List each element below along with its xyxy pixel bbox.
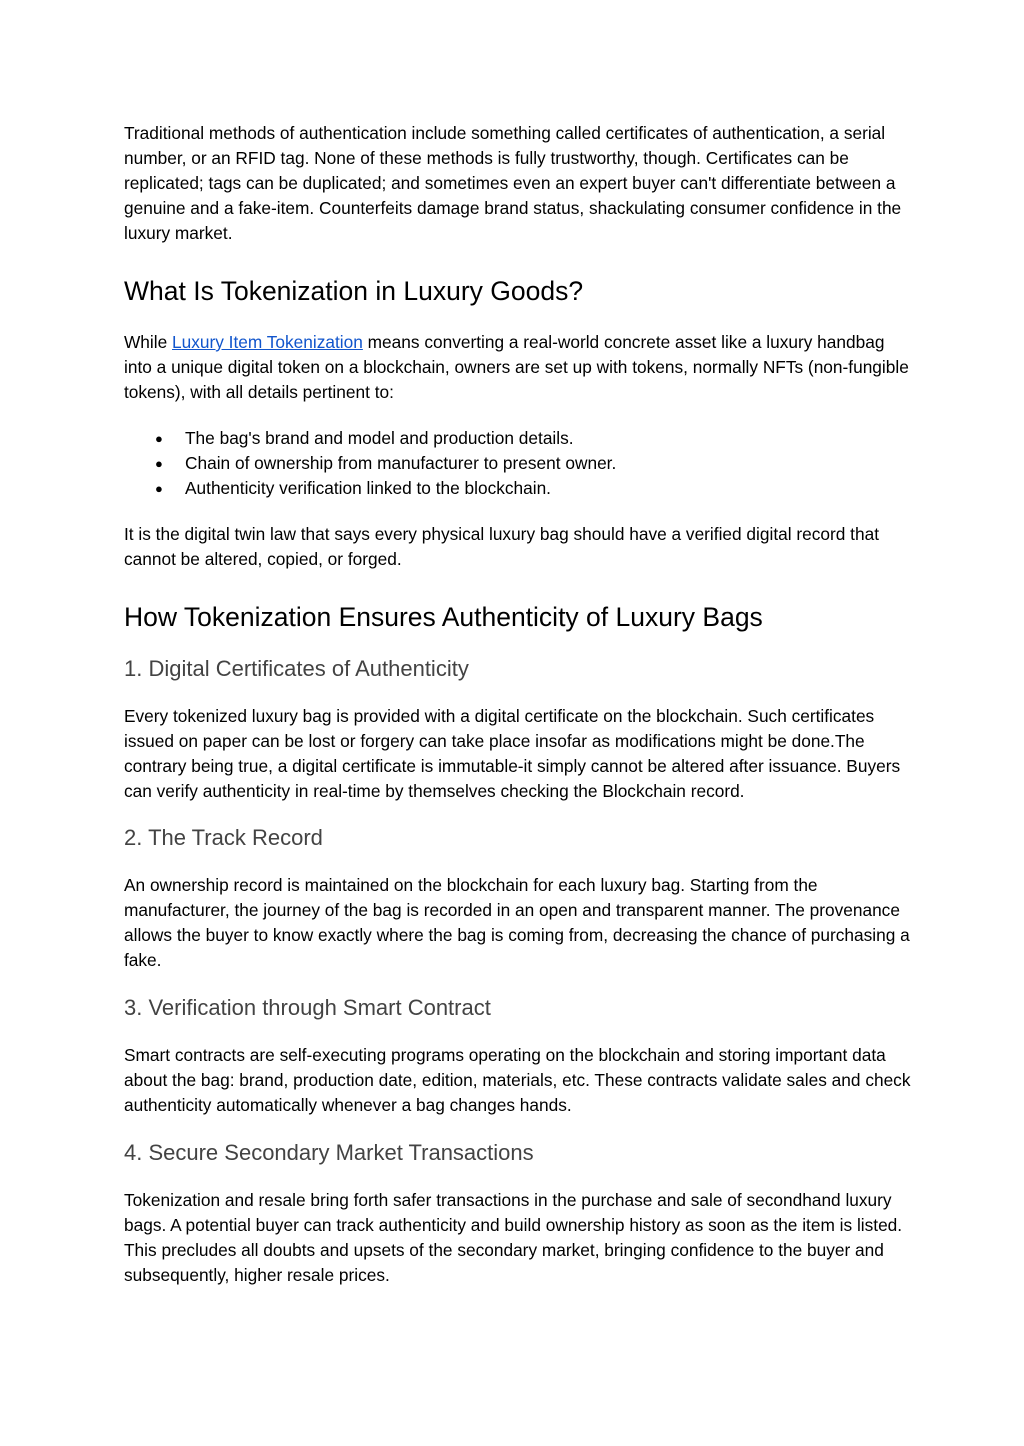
subheading-digital-certificates: 1. Digital Certificates of Authenticity bbox=[124, 656, 469, 681]
list-item-text: Authenticity verification linked to the blockchain. bbox=[185, 478, 551, 498]
secondary-market-paragraph: Tokenization and resale bring forth safer transactions in the purchase and sale of secondhand luxury bags. A potential buyer can track authenticity and build ownership history as soon as the item is listed. This precludes all doubts and upsets of the secondary market, bringing confidence to the buyer and subsequently, higher resale prices. bbox=[124, 1190, 903, 1285]
list-item-text: The bag's brand and model and production details. bbox=[185, 428, 574, 448]
list-item bbox=[124, 476, 914, 501]
smart-contract-paragraph: Smart contracts are self-executing programs operating on the blockchain and storing important data about the bag: brand, production date, edition, materials, etc. These contracts validate sales and check authenticity automatically whenever a bag changes hands. bbox=[124, 1045, 911, 1115]
bullet-icon: ● bbox=[155, 456, 163, 471]
subheading-smart-contract: 3. Verification through Smart Contract bbox=[124, 995, 491, 1020]
list-item-text: Chain of ownership from manufacturer to present owner. bbox=[185, 453, 617, 473]
definition-prefix: While bbox=[124, 332, 173, 352]
bullet-icon: ● bbox=[155, 431, 163, 446]
track-record-paragraph: An ownership record is maintained on the blockchain for each luxury bag. Starting from the manufacturer, the journey of the bag is recorded in an open and transparent manner. The provenance allows the buyer to know exactly where the bag is coming from, decreasing the chance of purchasing a fake. bbox=[124, 875, 910, 970]
subheading-track-record: 2. The Track Record bbox=[124, 825, 323, 850]
tokenization-definition-paragraph bbox=[124, 330, 914, 405]
luxury-item-tokenization-link[interactable]: Luxury Item Tokenization bbox=[172, 332, 363, 352]
definition-suffix: means converting a real-world concrete asset like a luxury handbag into a unique digital token on a blockchain, owners are set up with tokens, normally NFTs (non-fungible tokens), with all details pertinent to: bbox=[124, 332, 909, 402]
digital-certificates-paragraph: Every tokenized luxury bag is provided with a digital certificate on the blockchain. Such certificates issued on paper can be lost or forgery can take place insofar as modifications might be done.The contrary being true, a digital certificate is immutable-it simply cannot be altered after issuance. Buyers can verify authenticity in real-time by themselves checking the Blockchain record. bbox=[124, 706, 901, 801]
subheading-secondary-market: 4. Secure Secondary Market Transactions bbox=[124, 1140, 534, 1165]
digital-twin-paragraph: It is the digital twin law that says every physical luxury bag should have a verified digital record that cannot be altered, copied, or forged. bbox=[124, 524, 879, 569]
heading-how-tokenization-ensures: How Tokenization Ensures Authenticity of Luxury Bags bbox=[124, 602, 763, 632]
document-page bbox=[124, 121, 914, 1288]
list-item bbox=[124, 451, 914, 476]
bullet-icon: ● bbox=[155, 481, 163, 496]
list-item bbox=[124, 426, 914, 451]
intro-paragraph: Traditional methods of authentication include something called certificates of authentication, a serial number, or an RFID tag. None of these methods is fully trustworthy, though. Certificates can be replicated; tags can be duplicated; and sometimes even an expert buyer can't differentiate between a genuine and a fake-item. Counterfeits damage brand status, shackulating consumer confidence in the luxury market. bbox=[124, 123, 902, 243]
tokenization-details-list bbox=[124, 426, 914, 501]
heading-what-is-tokenization: What Is Tokenization in Luxury Goods? bbox=[124, 276, 584, 306]
